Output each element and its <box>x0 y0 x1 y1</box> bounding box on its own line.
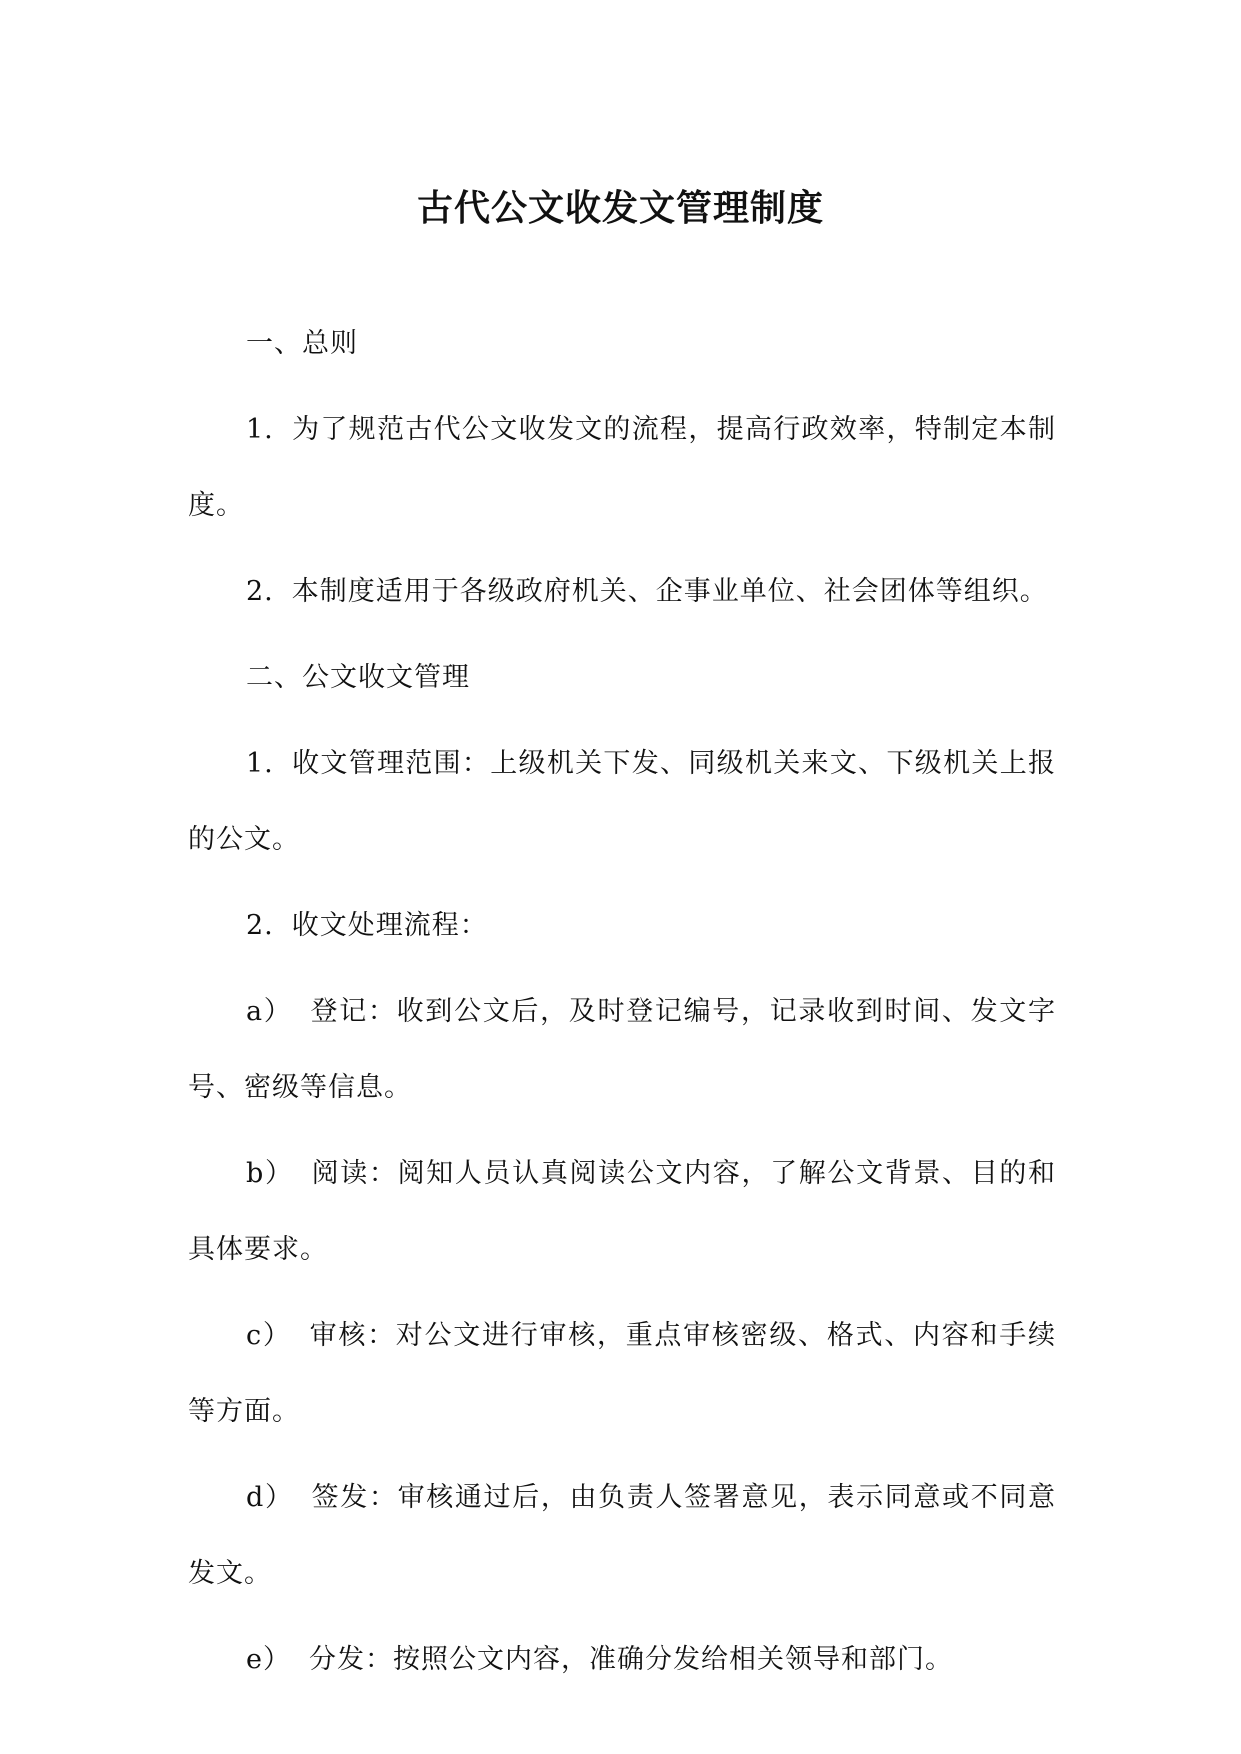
item-marker: 1. <box>246 414 274 445</box>
item-marker: 1. <box>246 748 274 779</box>
paragraph-receiving-c <box>188 1298 1056 1450</box>
item-text: 分发：按照公文内容，准确分发给相关领导和部门。 <box>308 1644 953 1675</box>
item-text: 收文管理范围：上级机关下发、同级机关来文、下级机关上报的公文。 <box>188 748 1056 855</box>
item-marker: 2. <box>246 576 274 607</box>
item-marker: d） <box>246 1482 294 1513</box>
section-heading-receiving: 二、公文收文管理 <box>246 662 470 693</box>
paragraph-receiving-1 <box>188 726 1056 878</box>
paragraph-receiving-a <box>188 974 1056 1126</box>
item-text: 为了规范古代公文收发文的流程，提高行政效率，特制定本制度。 <box>188 414 1056 521</box>
item-text: 签发：审核通过后，由负责人签署意见，表示同意或不同意发文。 <box>188 1482 1056 1589</box>
paragraph-receiving-b <box>188 1136 1056 1288</box>
item-text: 登记：收到公文后，及时登记编号，记录收到时间、发文字号、密级等信息。 <box>188 996 1056 1103</box>
paragraph-receiving-e <box>188 1622 1056 1698</box>
document-title: 古代公文收发文管理制度 <box>416 187 824 229</box>
paragraph-general-2 <box>188 554 1056 630</box>
item-marker: b） <box>246 1158 294 1189</box>
paragraph-receiving-2 <box>188 888 1056 964</box>
paragraph-general-1 <box>188 392 1056 544</box>
item-text: 阅读：阅知人员认真阅读公文内容，了解公文背景、目的和具体要求。 <box>188 1158 1056 1265</box>
item-text: 本制度适用于各级政府机关、企事业单位、社会团体等组织。 <box>291 576 1048 607</box>
paragraph-receiving-d <box>188 1460 1056 1612</box>
item-marker: c） <box>246 1320 292 1351</box>
item-marker: a） <box>246 996 293 1027</box>
section-heading-general: 一、总则 <box>246 328 358 359</box>
item-marker: 2. <box>246 910 274 941</box>
item-marker: e） <box>246 1644 291 1675</box>
item-text: 收文处理流程： <box>291 910 488 941</box>
document-body <box>188 306 1056 1708</box>
item-text: 审核：对公文进行审核，重点审核密级、格式、内容和手续等方面。 <box>188 1320 1056 1427</box>
